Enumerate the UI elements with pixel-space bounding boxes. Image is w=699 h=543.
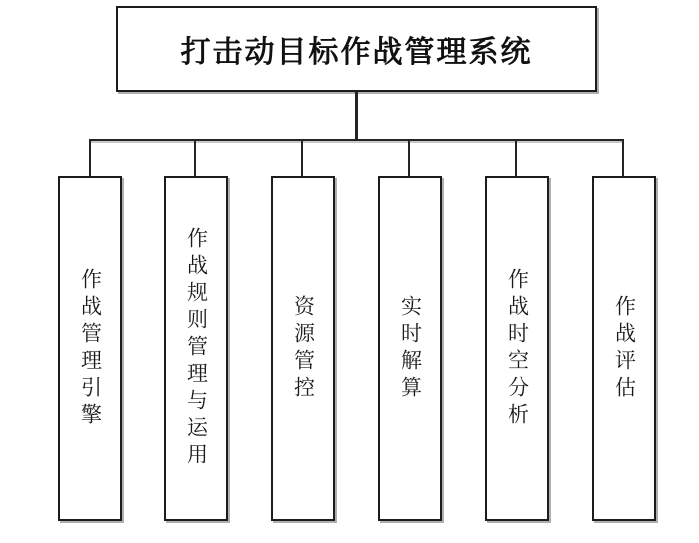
module-label: 作战规则管理与运用 [184,227,208,470]
module-label: 作战评估 [612,294,636,403]
trunk-connector-line [355,92,358,141]
drop-connector-line [515,140,517,177]
drop-connector-line [194,140,196,177]
module-label: 作战时空分析 [505,267,529,430]
horizontal-connector-line [89,139,624,141]
drop-connector-line [622,140,624,177]
module-node-box [378,176,442,521]
module-node-box [271,176,335,521]
module-node-box [164,176,228,521]
module-label: 实时解算 [398,294,422,403]
module-label: 资源管控 [291,294,315,403]
drop-connector-line [301,140,303,177]
module-node-box [592,176,656,521]
module-node-box [485,176,549,521]
root-node-box [116,6,597,92]
diagram-title: 打击动目标作战管理系统 [180,36,533,69]
drop-connector-line [408,140,410,177]
module-label: 作战管理引擎 [78,267,102,430]
module-node-box [58,176,122,521]
drop-connector-line [89,140,91,177]
